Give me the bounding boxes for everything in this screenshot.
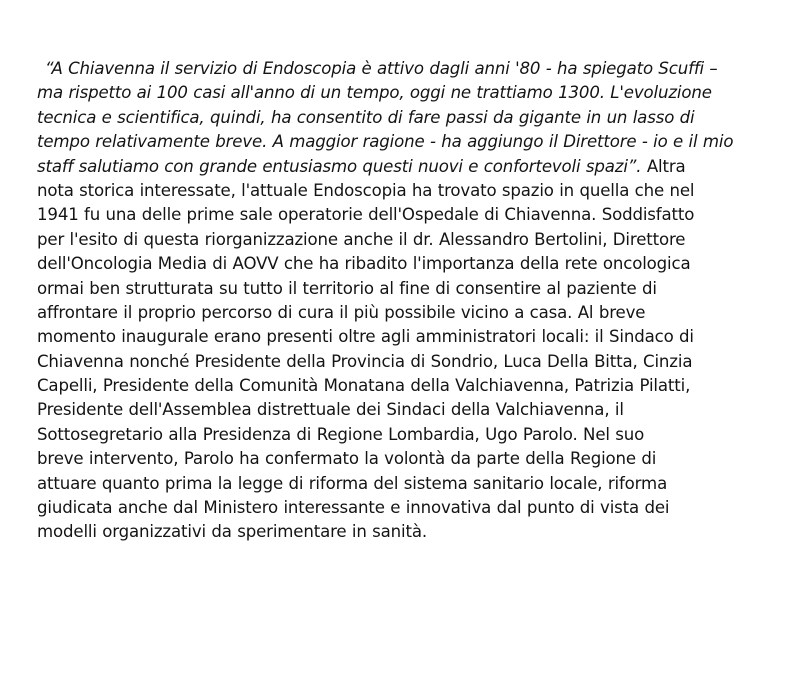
text-line-17: breve intervento, Parolo ha confermato la volontà da parte della Regione di (37, 449, 657, 469)
text-line-9: dell'Oncologia Media di AOVV che ha ribadito l'importanza della rete oncologica (37, 254, 691, 274)
text-line-8: per l'esito di questa riorganizzazione anche il dr. Alessandro Bertolini, Direttore (37, 229, 686, 249)
text-line-14: Capelli, Presidente della Comunità Monatana della Valchiavenna, Patrizia Pilatti, (37, 376, 691, 396)
text-line-19: giudicata anche dal Ministero interessante e innovativa dal punto di vista dei (37, 498, 670, 518)
article-body (37, 57, 782, 545)
text-line-12: momento inaugurale erano presenti oltre agli amministratori locali: il Sindaco di (37, 327, 694, 347)
text-line-10: ormai ben strutturata su tutto il territorio al fine di consentire al paziente di (37, 278, 657, 298)
quote-line-2: ma rispetto ai 100 casi all'anno di un tempo, oggi ne trattiamo 1300. L'evoluzione (37, 83, 712, 103)
text-line-15: Presidente dell'Assemblea distrettuale dei Sindaci della Valchiavenna, il (37, 400, 624, 420)
text-line-7: 1941 fu una delle prime sale operatorie dell'Ospedale di Chiavenna. Soddisfatto (37, 205, 695, 225)
mixed-line-5 (37, 155, 782, 179)
text-line-16: Sottosegretario alla Presidenza di Regione Lombardia, Ugo Parolo. Nel suo (37, 424, 645, 444)
quote-line-5: staff salutiamo con grande entusiasmo questi nuovi e confortevoli spazi”. (37, 156, 642, 176)
text-line-20: modelli organizzativi da sperimentare in sanità. (37, 522, 427, 542)
text-line-11: affrontare il proprio percorso di cura il più possibile vicino a casa. Al breve (37, 302, 646, 322)
text-line-6: nota storica interessate, l'attuale Endoscopia ha trovato spazio in quella che nel (37, 180, 695, 200)
quote-line-4: tempo relativamente breve. A maggior ragione - ha aggiungo il Direttore - io e il mio (37, 132, 734, 152)
quote-line-1: “A Chiavenna il servizio di Endoscopia è attivo dagli anni '80 - ha spiegato Scuffi – (45, 59, 718, 78)
text-line-5-tail: Altra (641, 156, 686, 176)
text-line-18: attuare quanto prima la legge di riforma del sistema sanitario locale, riforma (37, 473, 668, 493)
quote-line-3: tecnica e scientifica, quindi, ha consentito di fare passi da gigante in un lasso di (37, 107, 695, 127)
text-line-13: Chiavenna nonché Presidente della Provincia di Sondrio, Luca Della Bitta, Cinzia (37, 351, 693, 371)
